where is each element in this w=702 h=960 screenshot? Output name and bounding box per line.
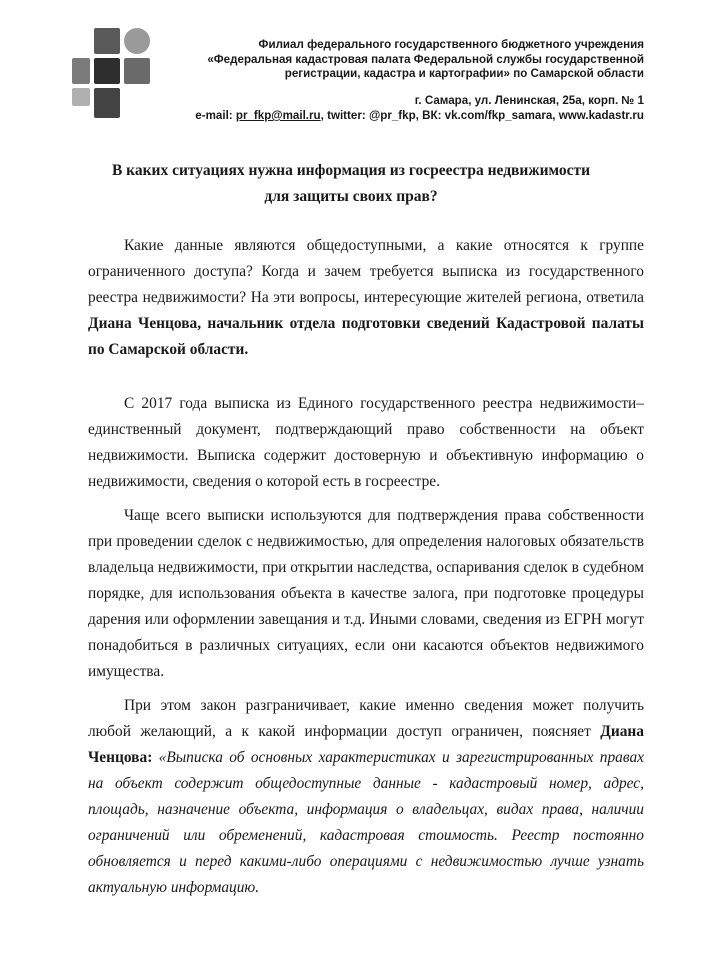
contacts-line (84, 108, 644, 123)
article-title (60, 158, 642, 210)
quote-colon: : (147, 749, 159, 766)
quote-text: «Выписка об основных характеристиках и зарегистрированных правах на объект содержит общедоступные данные - кадастровый номер, адрес, площадь, назначение объекта, информация о владельцах, видах права, наличии ограничений или обременений, кадастровая стоимость. Реестр постоянно обновляется и перед какими-либо операциями с недвижимостью лучше узнать актуальную информацию. (88, 749, 644, 896)
paragraph-quote (88, 693, 644, 901)
speaker-name: Диана Ченцова (88, 723, 644, 766)
paragraph-usage: Чаще всего выписки используются для подтверждения права собственности при проведении сделок с недвижимостью, для определения налоговых обязательств владельца недвижимости, при открытии наследства, оспаривания сделок в судебном порядке, для использования объекта в качестве залога, при подготовке процедуры дарения или оформлении завещания и т.д. Иными словами, сведения из ЕГРН могут понадобиться в различных ситуациях, если они касаются объектов недвижимого имущества. (88, 507, 644, 680)
quote-lead: При этом закон разграничивает, какие именно сведения может получить любой желающий, а к какой информации доступ ограничен, поясняет (88, 697, 644, 740)
contacts-rest: , twitter: @pr_fkp, ВК: vk.com/fkp_samara, www.kadastr.ru (320, 109, 644, 122)
email-link[interactable]: pr_fkp@mail.ru (235, 109, 321, 122)
paragraph-2017: С 2017 года выписка из Единого государственного реестра недвижимости– единственный документ, подтверждающий право собственности на объект недвижимости. Выписка содержит достоверную и объективную информацию о недвижимости, сведения о которой есть в госреестре. (88, 395, 644, 490)
speaker-name-title: Диана Ченцова, начальник отдела подготовки сведений Кадастровой палаты по Самарской области (88, 315, 644, 358)
organization-header (204, 38, 644, 82)
article-body (88, 233, 644, 901)
org-line: регистрации, кадастра и картографии» по Самарской области (284, 67, 644, 80)
postal-address: г. Самара, ул. Ленинская, 25а, корп. № 1 (414, 94, 644, 107)
intro-end: . (244, 341, 249, 358)
contacts-prefix: e-mail: (195, 109, 236, 122)
contact-block (84, 93, 644, 123)
paragraph-intro (88, 233, 644, 363)
org-line: Филиал федерального государственного бюджетного учреждения (258, 38, 644, 51)
title-line-1: В каких ситуациях нужна информация из госреестра недвижимости (111, 162, 591, 179)
intro-text: Какие данные являются общедоступными, а какие относятся к группе ограниченного доступа? Когда и зачем требуется выписка из государственного реестра недвижимости? На эти вопросы, интересующие жителей региона, ответила (88, 237, 644, 306)
title-line-2: для защиты своих прав? (264, 188, 438, 205)
org-line: «Федеральная кадастровая палата Федеральной службы государственной (207, 52, 644, 66)
